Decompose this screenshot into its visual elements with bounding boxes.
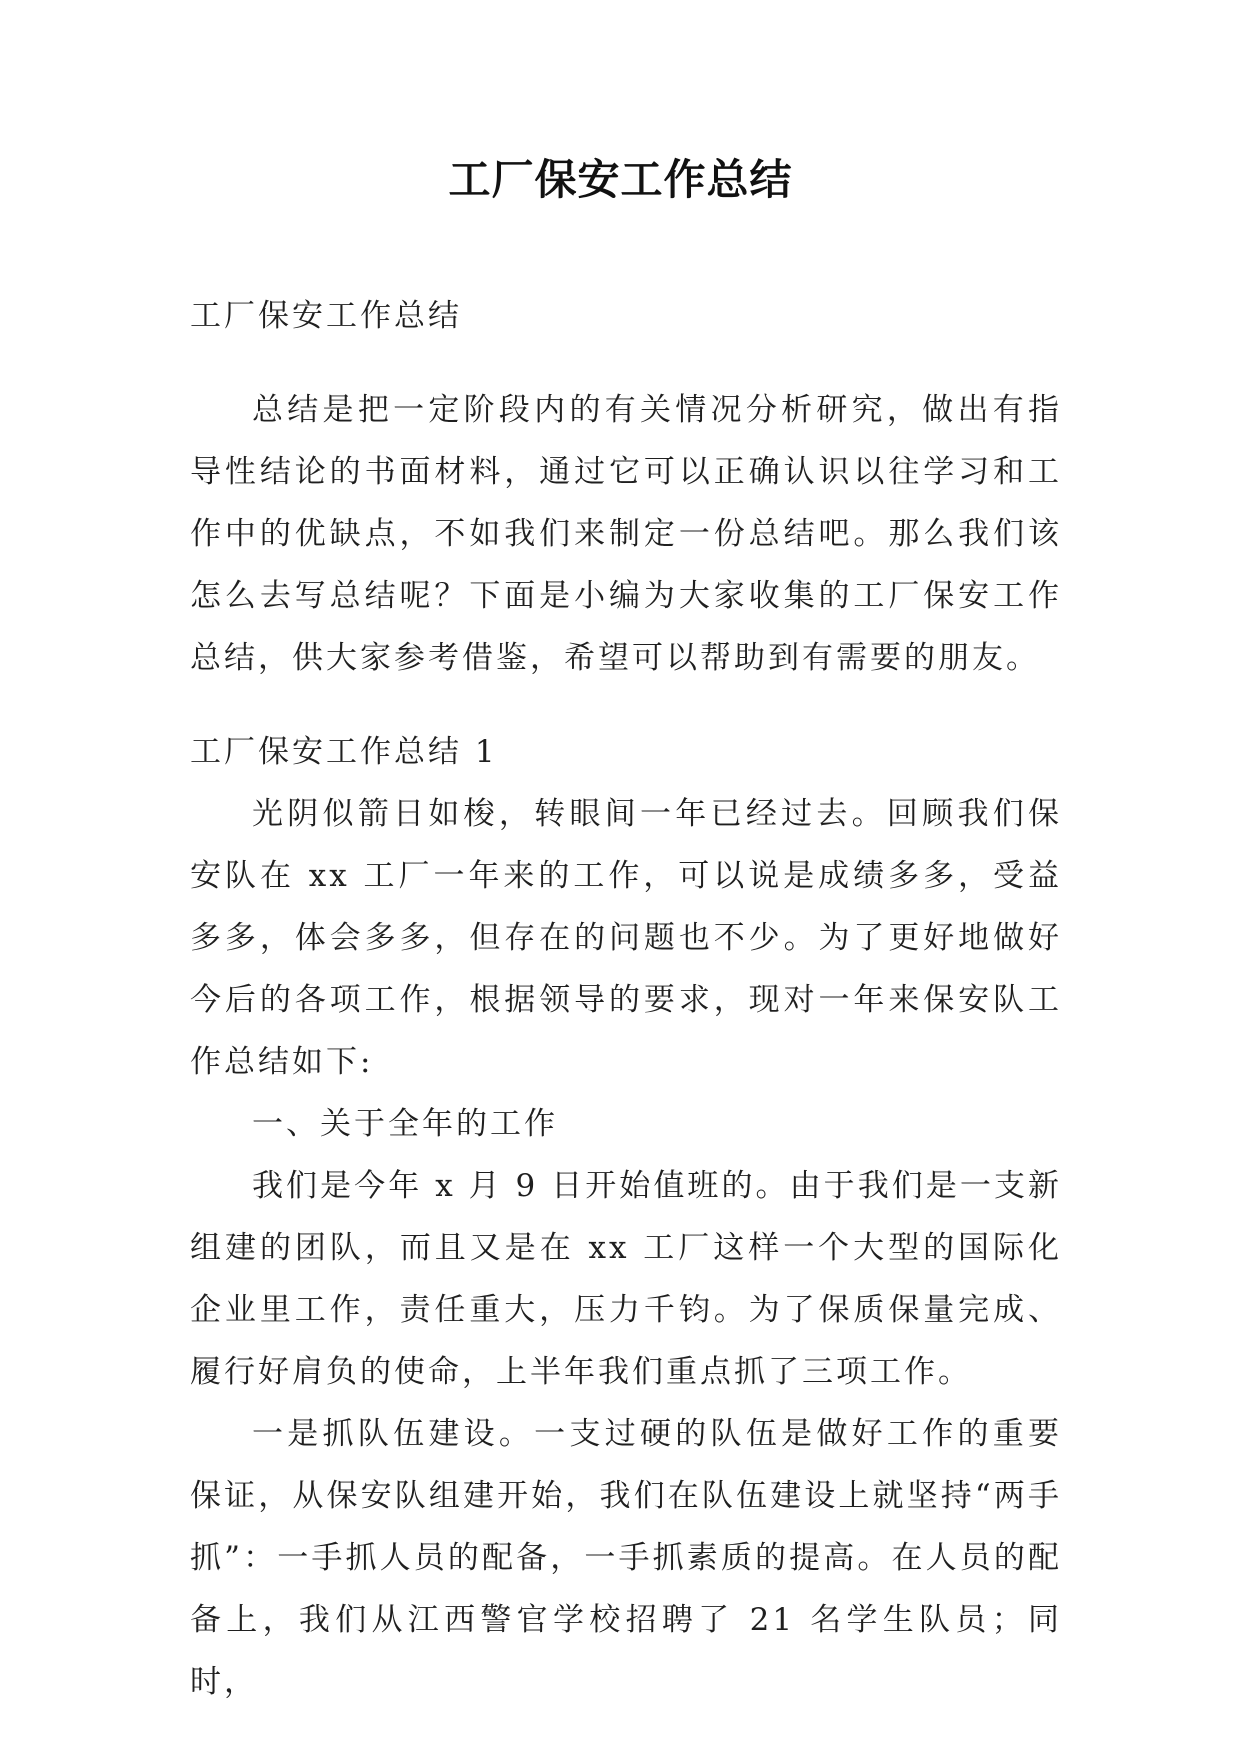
sub-heading: 一、关于全年的工作 [252,1106,558,1142]
document-title: 工厂保安工作总结 [448,155,793,204]
body-paragraph: 一是抓队伍建设。一支过硬的队伍是做好工作的重要保证，从保安队组建开始，我们在队伍建设上就坚持“两手抓”：一手抓人员的配备，一手抓素质的提高。在人员的配备上，我们从江西警官学校招聘了 21 名学生队员；同时， [190,1416,1062,1700]
body-paragraph: 光阴似箭日如梭，转眼间一年已经过去。回顾我们保安队在 xx 工厂一年来的工作，可以说是成绩多多，受益多多，体会多多，但存在的问题也不少。为了更好地做好今后的各项工作，根据领导的要求，现对一年来保安队工作总结如下: [190,796,1062,1080]
intro-paragraph: 总结是把一定阶段内的有关情况分析研究，做出有指导性结论的书面材料，通过它可以正确认识以往学习和工作中的优缺点，不如我们来制定一份总结吧。那么我们该怎么去写总结呢？下面是小编为大家收集的工厂保安工作总结，供大家参考借鉴，希望可以帮助到有需要的朋友。 [190,392,1062,676]
section-heading: 工厂保安工作总结 1 [190,734,498,770]
document-subtitle: 工厂保安工作总结 [190,298,462,334]
body-paragraph: 我们是今年 x 月 9 日开始值班的。由于我们是一支新组建的团队，而且又是在 xx 工厂这样一个大型的国际化企业里工作，责任重大，压力千钧。为了保质保量完成、履行好肩负的使命，上半年我们重点抓了三项工作。 [190,1168,1062,1390]
document-body [190,285,1062,1713]
